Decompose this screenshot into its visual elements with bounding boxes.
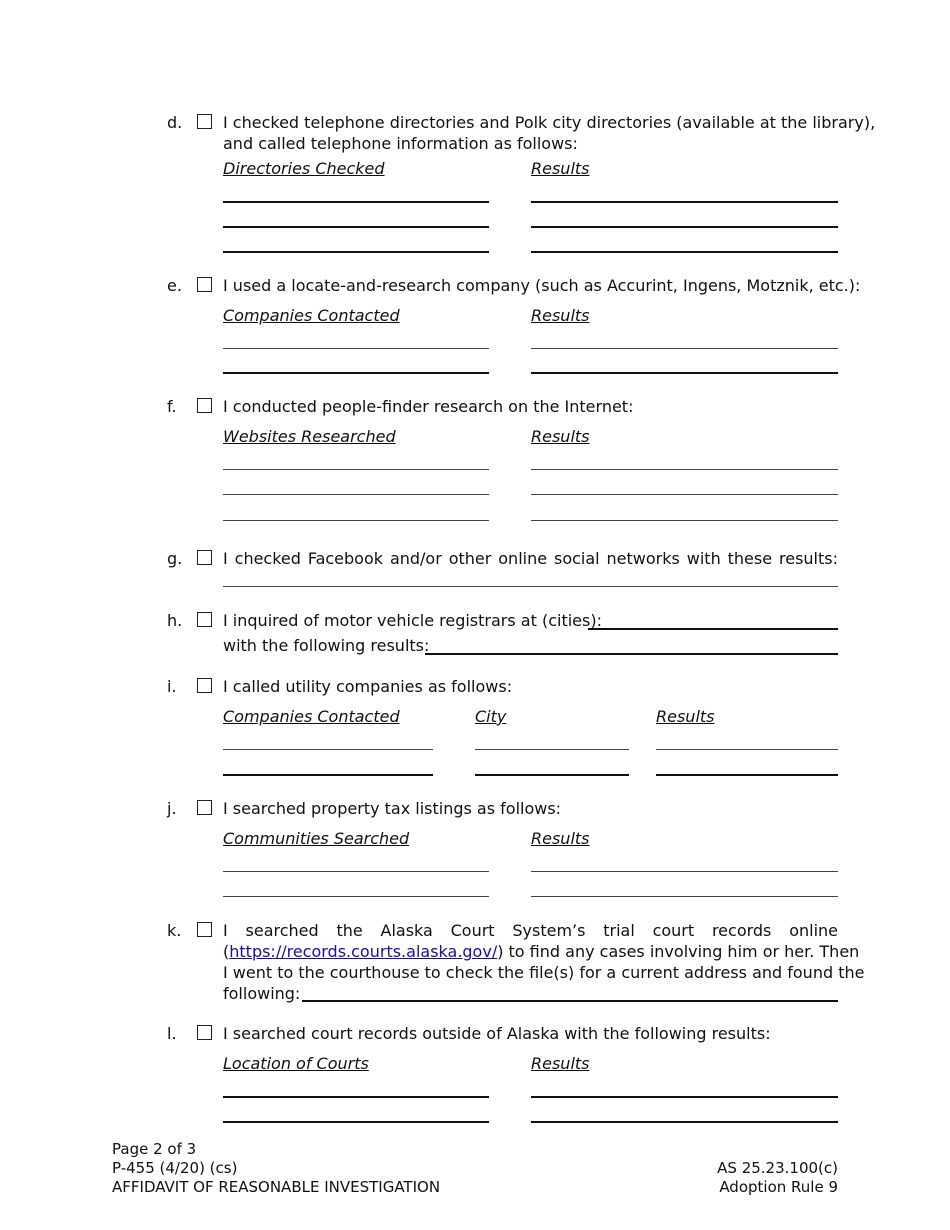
entry-line[interactable] (531, 251, 838, 253)
column-header-city: City (475, 707, 507, 726)
entry-line[interactable] (223, 469, 489, 470)
checkbox-e[interactable] (197, 277, 212, 292)
entry-line[interactable] (475, 774, 629, 776)
entry-line[interactable] (223, 1121, 489, 1123)
item-text-j: I searched property tax listings as follows: (223, 799, 562, 818)
footer-left (112, 1140, 440, 1197)
form-id: P-455 (4/20) (cs) (112, 1159, 238, 1177)
entry-line[interactable] (531, 469, 838, 470)
entry-line[interactable] (223, 251, 489, 253)
entry-line[interactable] (531, 494, 838, 495)
entry-line[interactable] (223, 749, 433, 750)
entry-line[interactable] (531, 520, 838, 521)
checkbox-i[interactable] (197, 678, 212, 693)
entry-line[interactable] (531, 348, 838, 349)
item-letter-h: h. (167, 611, 183, 630)
results-entry-line[interactable] (425, 653, 838, 655)
entry-line[interactable] (223, 871, 489, 872)
court-records-link[interactable]: https://records.courts.alaska.gov/ (229, 942, 498, 961)
entry-line[interactable] (223, 201, 489, 203)
entry-line[interactable] (223, 774, 433, 776)
entry-line[interactable] (223, 586, 838, 587)
entry-line[interactable] (223, 1096, 489, 1098)
column-header-companies: Companies Contacted (223, 707, 400, 726)
checkbox-h[interactable] (197, 612, 212, 627)
item-text-h-cont: with the following results: (223, 636, 430, 655)
entry-line[interactable] (531, 226, 838, 228)
form-title: AFFIDAVIT OF REASONABLE INVESTIGATION (112, 1178, 441, 1196)
entry-line[interactable] (531, 896, 838, 897)
column-header-results: Results (656, 707, 715, 726)
checkbox-l[interactable] (197, 1025, 212, 1040)
entry-line[interactable] (223, 226, 489, 228)
footer-right (717, 1159, 838, 1197)
column-header-communities: Communities Searched (223, 829, 410, 848)
entry-line[interactable] (223, 348, 489, 349)
item-text-l: I searched court records outside of Alaska with the following results: (223, 1024, 771, 1043)
item-text-k-line4: following: (223, 984, 301, 1003)
item-text-d-cont: and called telephone information as follows: (223, 134, 578, 153)
item-letter-j: j. (167, 799, 177, 818)
checkbox-f[interactable] (197, 398, 212, 413)
following-entry-line[interactable] (302, 1000, 838, 1002)
rule-reference: Adoption Rule 9 (719, 1178, 838, 1196)
statute-reference: AS 25.23.100(c) (717, 1159, 838, 1177)
entry-line[interactable] (531, 372, 838, 374)
item-letter-f: f. (167, 397, 177, 416)
entry-line[interactable] (223, 372, 489, 374)
entry-line[interactable] (531, 201, 838, 203)
column-header-location: Location of Courts (223, 1054, 369, 1073)
item-text-k-line3: I went to the courthouse to check the file(s) for a current address and found the (223, 963, 865, 982)
entry-line[interactable] (531, 871, 838, 872)
checkbox-d[interactable] (197, 114, 212, 129)
entry-line[interactable] (475, 749, 629, 750)
entry-line[interactable] (223, 896, 489, 897)
item-letter-i: i. (167, 677, 177, 696)
column-header-results: Results (531, 159, 590, 178)
item-text-k-line2 (223, 942, 859, 961)
item-text-k: I searched the Alaska Court System’s trial court records online (223, 921, 838, 940)
item-text-k-line2-rest: ) to find any cases involving him or her. Then (497, 942, 860, 961)
column-header-companies: Companies Contacted (223, 306, 400, 325)
cities-entry-line[interactable] (588, 628, 838, 630)
item-letter-l: l. (167, 1024, 177, 1043)
paren-open: ( (223, 942, 230, 961)
item-letter-e: e. (167, 276, 182, 295)
column-header-results: Results (531, 427, 590, 446)
item-text-e: I used a locate-and-research company (such as Accurint, Ingens, Motznik, etc.): (223, 276, 861, 295)
entry-line[interactable] (531, 1096, 838, 1098)
item-text-h: I inquired of motor vehicle registrars at (cities): (223, 611, 602, 630)
entry-line[interactable] (656, 749, 838, 750)
item-text-d: I checked telephone directories and Polk city directories (available at the library), (223, 113, 876, 132)
item-letter-g: g. (167, 549, 183, 568)
entry-line[interactable] (223, 520, 489, 521)
checkbox-k[interactable] (197, 922, 212, 937)
page-number: Page 2 of 3 (112, 1140, 197, 1158)
item-text-g: I checked Facebook and/or other online social networks with these results: (223, 549, 838, 568)
item-letter-d: d. (167, 113, 183, 132)
entry-line[interactable] (223, 494, 489, 495)
entry-line[interactable] (656, 774, 838, 776)
item-text-f: I conducted people-finder research on the Internet: (223, 397, 634, 416)
column-header-websites: Websites Researched (223, 427, 396, 446)
item-letter-k: k. (167, 921, 182, 940)
entry-line[interactable] (531, 1121, 838, 1123)
column-header-results: Results (531, 829, 590, 848)
column-header-results: Results (531, 1054, 590, 1073)
checkbox-j[interactable] (197, 800, 212, 815)
column-header-directories: Directories Checked (223, 159, 385, 178)
checkbox-g[interactable] (197, 550, 212, 565)
item-text-i: I called utility companies as follows: (223, 677, 513, 696)
column-header-results: Results (531, 306, 590, 325)
